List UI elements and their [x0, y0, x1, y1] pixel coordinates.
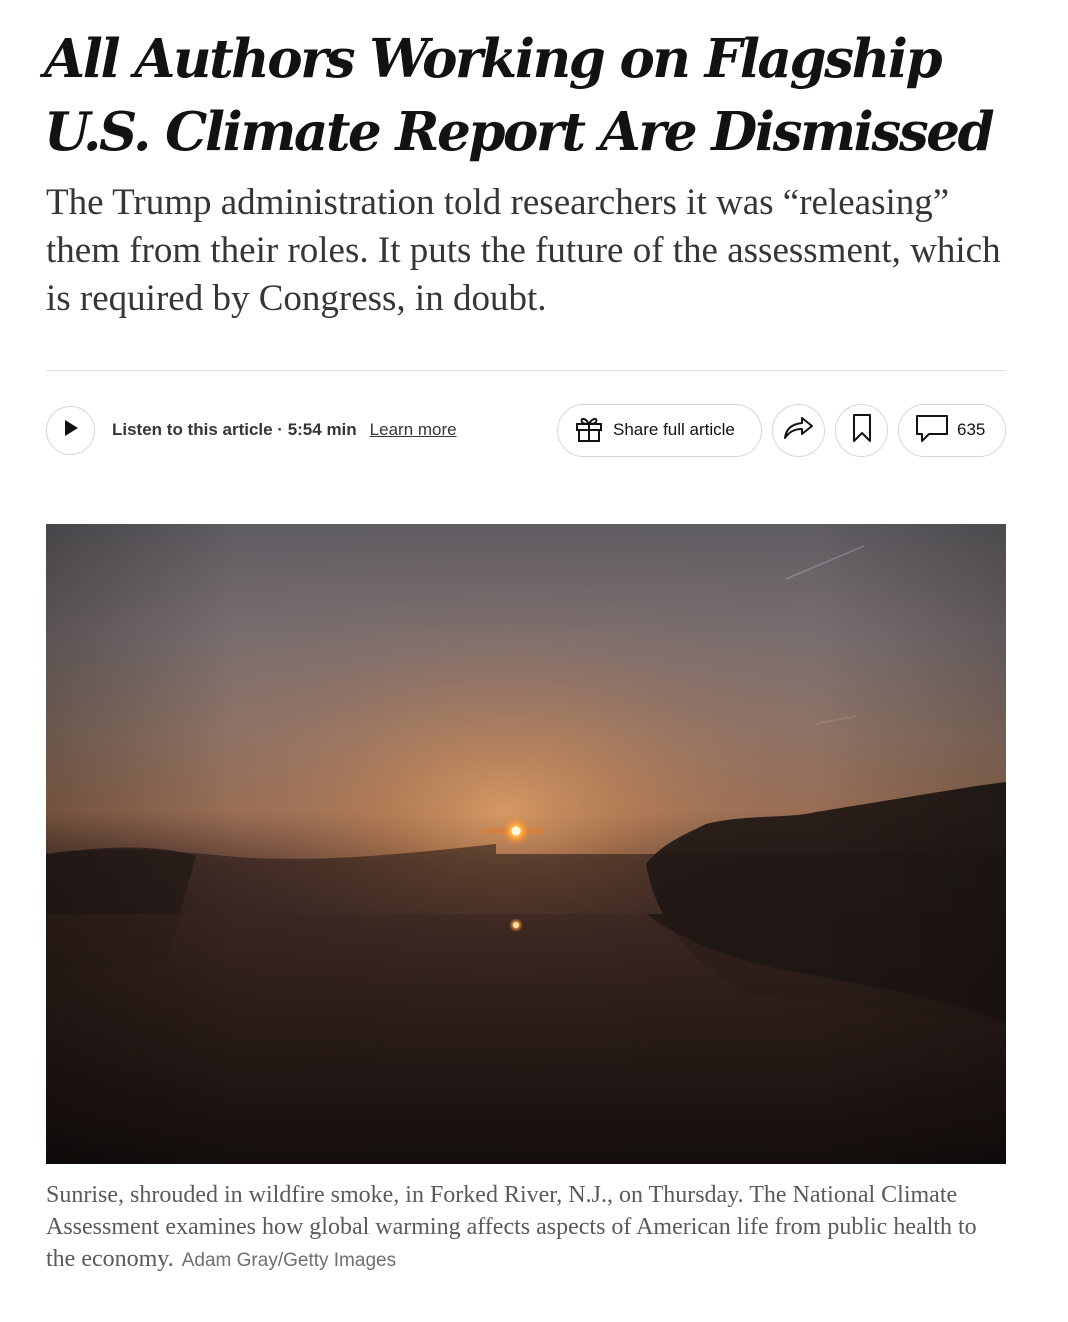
comment-bubble-icon	[915, 413, 949, 448]
play-icon	[63, 419, 79, 442]
gift-icon	[574, 413, 604, 448]
article-photo[interactable]	[46, 524, 1006, 1164]
comment-count: 635	[957, 420, 986, 439]
learn-more-link[interactable]: Learn more	[369, 420, 457, 439]
header-divider	[46, 370, 1006, 371]
share-full-article-label: Share full article	[613, 420, 735, 439]
article-toolbar	[46, 403, 1006, 457]
article-header	[46, 0, 1006, 457]
listen-duration-label[interactable]: Listen to this article · 5:54 min	[112, 420, 357, 439]
share-arrow-icon	[783, 415, 815, 446]
photo-caption	[46, 1179, 1006, 1277]
share-button[interactable]	[772, 404, 825, 457]
audio-player	[46, 403, 457, 457]
article-summary: The Trump administration told researchers it was “releasing” them from their roles. It puts the future of the assessment, which is required by Congress, in doubt.	[46, 182, 1001, 319]
photo-credit: Adam Gray/Getty Images	[181, 1250, 397, 1271]
save-bookmark-button[interactable]	[835, 404, 888, 457]
share-full-article-button[interactable]	[557, 404, 762, 457]
article-actions	[557, 403, 1006, 457]
bookmark-icon	[851, 413, 873, 448]
play-button[interactable]	[46, 406, 95, 455]
article-headline: All Authors Working on Flagship U.S. Climate Report Are Dismissed	[44, 28, 993, 163]
comments-button[interactable]	[898, 404, 1006, 457]
caption-text: Sunrise, shrouded in wildfire smoke, in Forked River, N.J., on Thursday. The National Climate Assessment examines how global warming affects aspects of American life from public health to the economy.	[46, 1182, 977, 1272]
sunrise-photo-illustration	[46, 524, 1006, 1164]
